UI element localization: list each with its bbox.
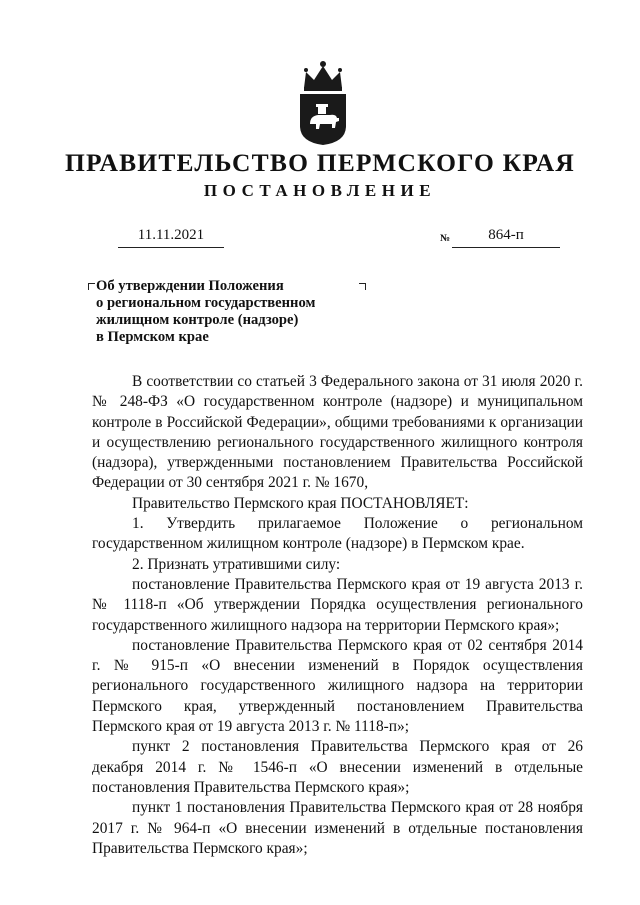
body-paragraph-resolves: Правительство Пермского края ПОСТАНОВЛЯЕТ: bbox=[132, 494, 469, 512]
subject-bracket-left bbox=[88, 283, 95, 290]
subject-line: жилищном контроле (надзоре) bbox=[96, 312, 299, 328]
document-number: 864-п bbox=[452, 225, 560, 248]
government-title: ПРАВИТЕЛЬСТВО ПЕРМСКОГО КРАЯ bbox=[64, 148, 576, 177]
document-subject bbox=[96, 278, 396, 346]
document-type-title: ПОСТАНОВЛЕНИЕ bbox=[203, 181, 437, 200]
body-paragraph-repeal-1: постановление Правительства Пермского края от 19 августа 2013 г. № 1118-п «Об утверждении Порядка осуществления регионального государственного жилищного надзора на территории Пермского края»; bbox=[92, 575, 583, 634]
body-paragraph-item-2: 2. Признать утратившими силу: bbox=[132, 555, 341, 573]
subject-line: о региональном государственном bbox=[96, 295, 316, 311]
body-paragraph-item-1: 1. Утвердить прилагаемое Положение о региональном государственном жилищном контроле (надзоре) в Пермском крае. bbox=[92, 515, 583, 553]
document-body bbox=[92, 372, 583, 859]
body-paragraph-repeal-3: пункт 2 постановления Правительства Пермского края от 26 декабря 2014 г. № 1546-п «О внесении изменений в отдельные постановления Правительства Пермского края»; bbox=[92, 738, 583, 796]
subject-line: в Пермском крае bbox=[96, 329, 209, 345]
body-paragraph-repeal-2: постановление Правительства Пермского края от 02 сентября 2014 г. № 915-п «О внесении изменений в Порядок осуществления регионального государственного жилищного надзора на территории Пермского края, утвержденный постановлением Правительства Пермского края от 19 августа 2013 г. № 1118-п»; bbox=[92, 636, 583, 736]
body-paragraph-preamble: В соответствии со статьей 3 Федерального закона от 31 июля 2020 г. № 248-ФЗ «О государственном контроле (надзоре) и муниципальном контроле в Российской Федерации», общими требованиями к организации и осуществлению регионального государственного жилищного контроля (надзора), утвержденными постановлением Правительства Российской Федерации от 30 сентября 2021 г. № 1670, bbox=[92, 373, 583, 492]
number-prefix: № bbox=[440, 233, 451, 244]
perm-krai-coat-of-arms-icon bbox=[296, 58, 350, 146]
subject-line: Об утверждении Положения bbox=[96, 278, 284, 294]
body-paragraph-repeal-4: пункт 1 постановления Правительства Пермского края от 28 ноября 2017 г. № 964-п «О внесении изменений в отдельные постановления Правительства Пермского края»; bbox=[92, 799, 583, 857]
document-date: 11.11.2021 bbox=[118, 225, 224, 248]
